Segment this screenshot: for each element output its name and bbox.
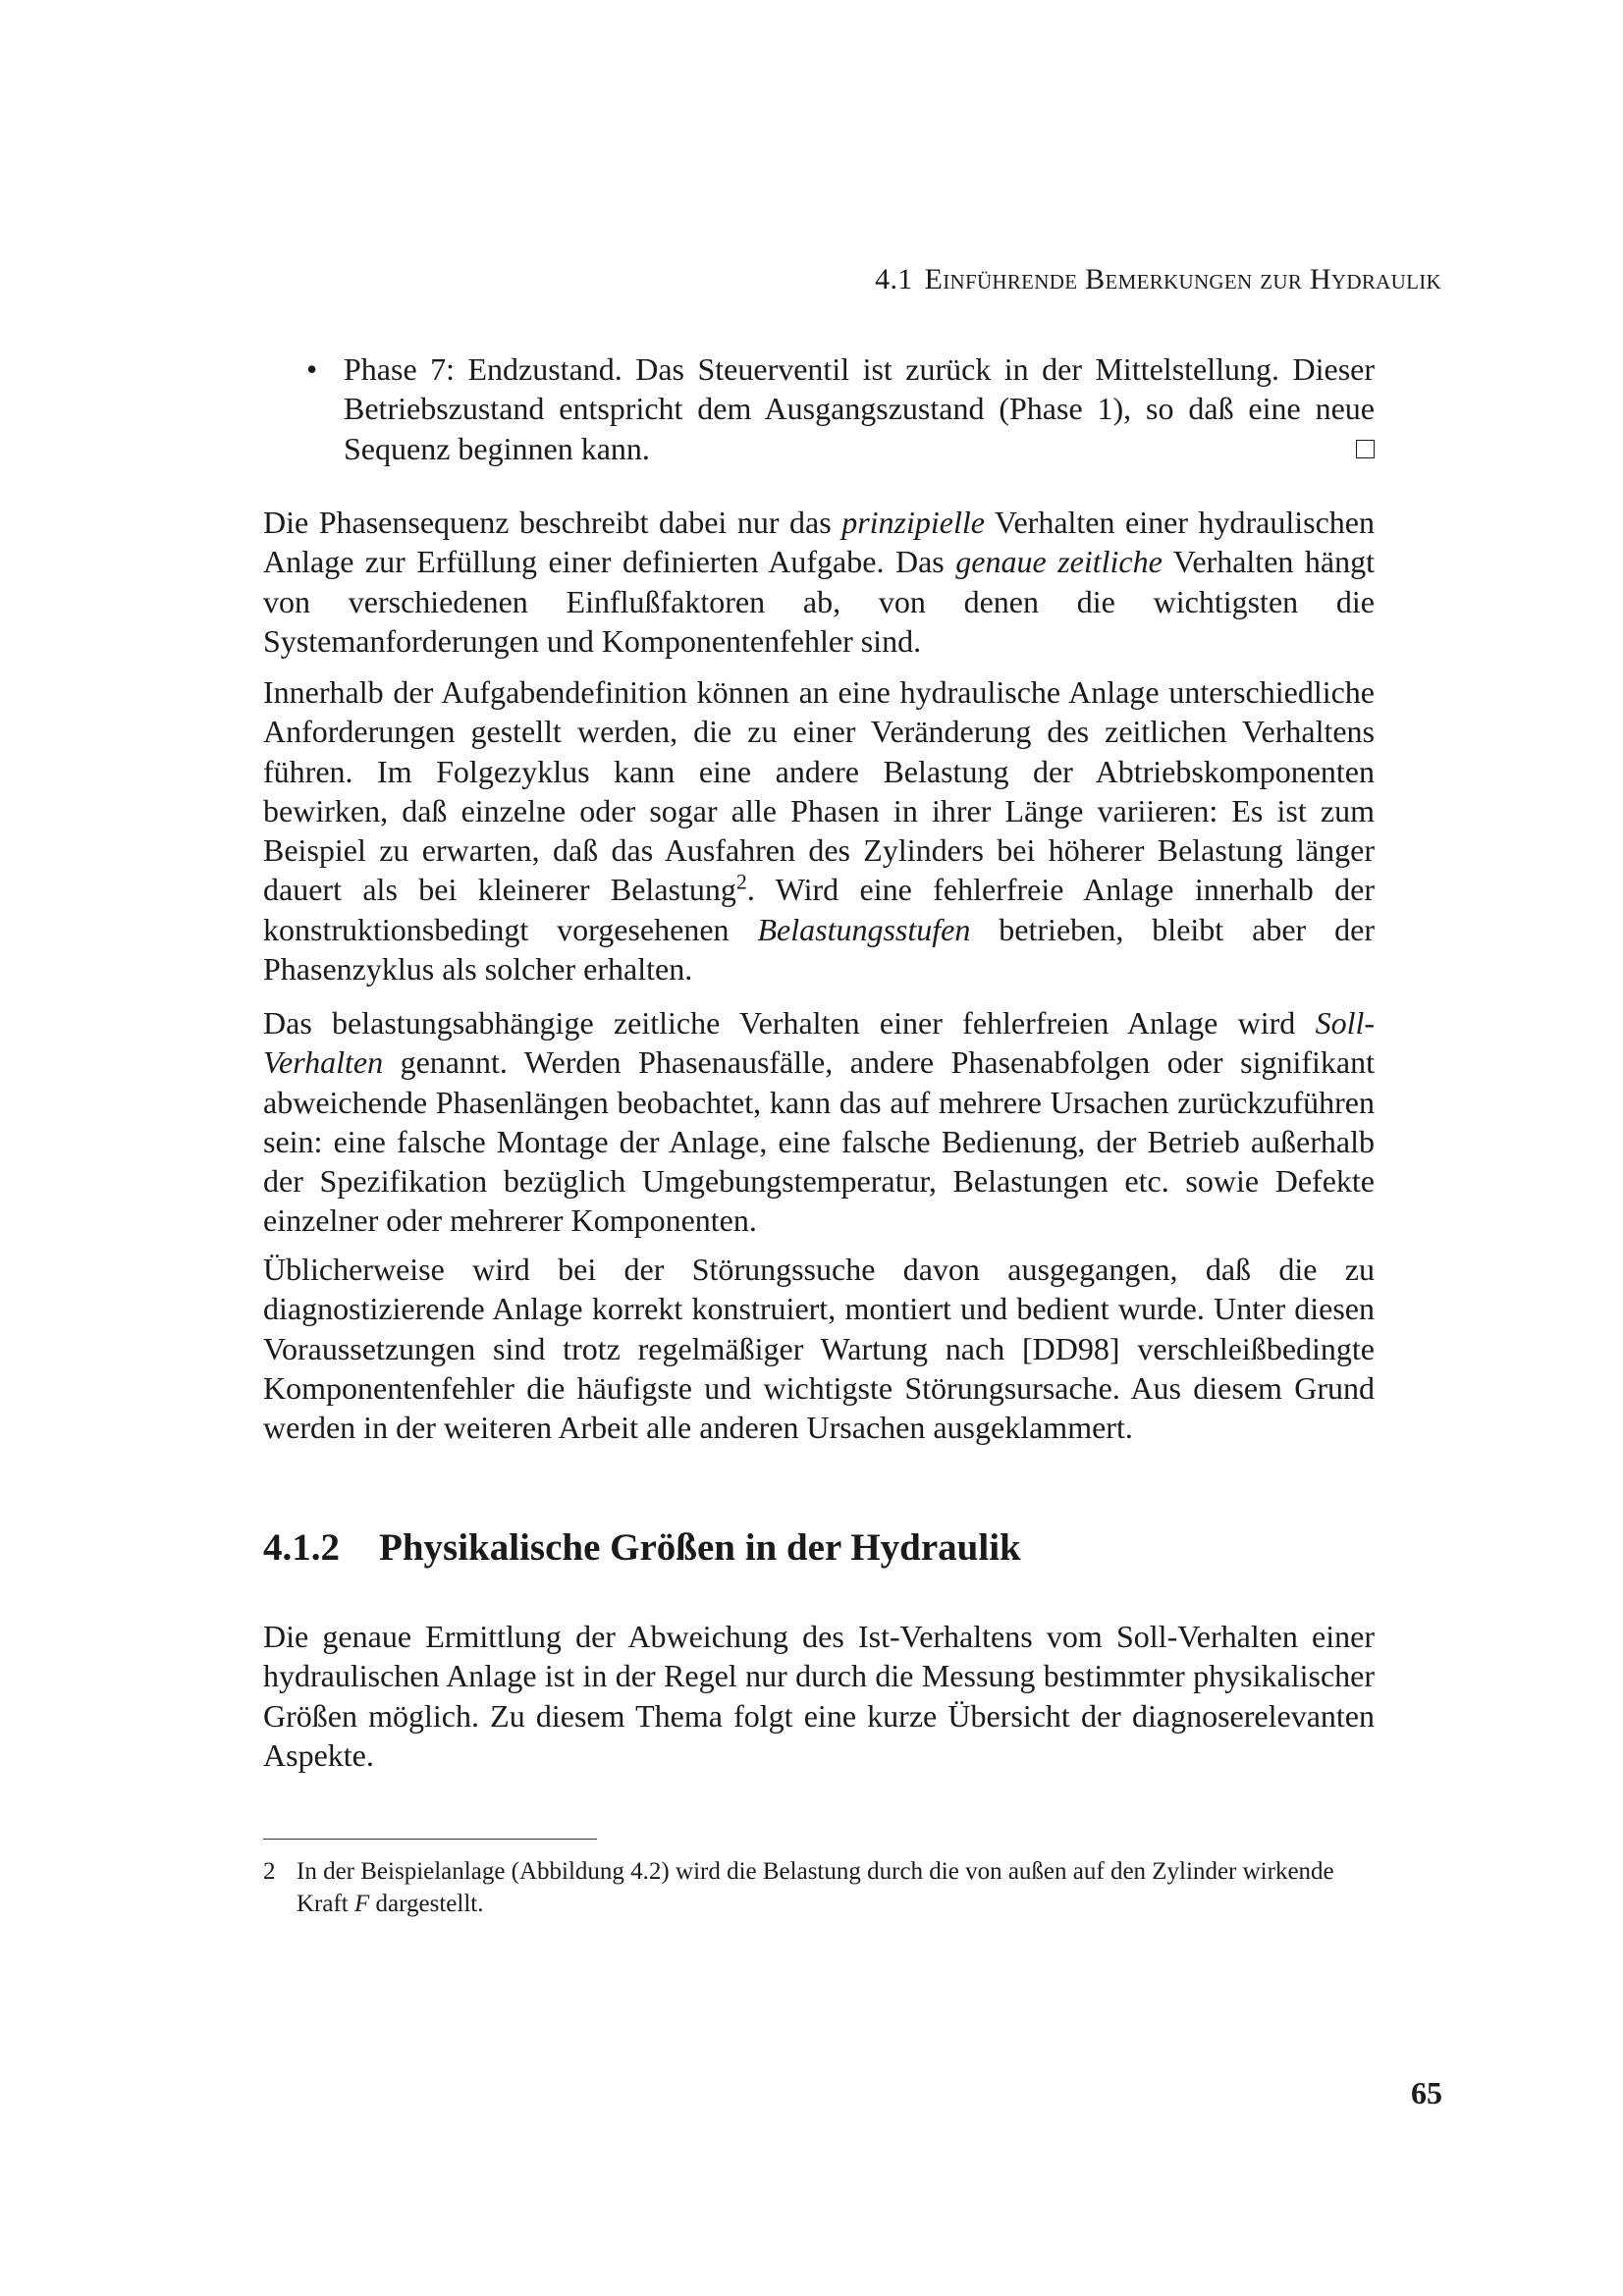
paragraph-4 — [263, 1250, 1375, 1447]
bullet-icon: • — [306, 351, 318, 387]
header-section-title: Einführende Bemerkungen zur Hydraulik — [924, 263, 1441, 295]
footnote-number: 2 — [263, 1858, 276, 1885]
paragraph-2-emphasis-belastungsstufen: Belastungsstufen — [757, 911, 971, 947]
section-number: 4.1.2 — [263, 1526, 340, 1569]
paragraph-5 — [263, 1617, 1375, 1775]
bullet-item — [344, 349, 1375, 468]
paragraph-1-emphasis-prinzipielle: prinzipielle — [841, 505, 985, 540]
header-section-number: 4.1 — [875, 263, 913, 295]
paragraph-2-text-d: betrieben, bleibt aber der Phasenzyklus als solcher erhalten. — [263, 911, 1375, 988]
footnote-emphasis-f: F — [354, 1891, 370, 1917]
bullet-list — [306, 349, 1375, 468]
section-heading — [263, 1525, 1021, 1570]
page-number: 65 — [1411, 2075, 1442, 2110]
footnote — [263, 1855, 1375, 1920]
footnote-reference[interactable]: 2 — [735, 869, 747, 894]
footnote-text-a: In der Beispielanlage (Abbildung 4.2) wird die Belastung durch die von außen auf den Zylinder wirkende Kraft — [297, 1858, 1334, 1917]
footnote-divider — [263, 1839, 597, 1840]
paragraph-1-text-a: Die Phasensequenz beschreibt dabei nur das — [263, 505, 842, 540]
footnote-text-c: dargestellt. — [369, 1891, 484, 1917]
paragraph-3-text-a: Das belastungsabhängige zeitliche Verhalten einer fehlerfreien Anlage wird — [263, 1005, 1316, 1041]
paragraph-2 — [263, 672, 1375, 988]
paragraph-1-text-e: Verhalten hängt von verschiedenen Einflußfaktoren ab, von denen die wichtigsten die Systemanforderungen und Komponentenfehler sind. — [263, 544, 1376, 659]
paragraph-1 — [263, 503, 1375, 661]
running-header — [263, 263, 1441, 296]
section-title: Physikalische Größen in der Hydraulik — [379, 1526, 1021, 1569]
footnote-text — [297, 1855, 1375, 1920]
paragraph-3 — [263, 1003, 1375, 1241]
paragraph-3-text-c: genannt. Werden Phasenausfälle, andere Phasenabfolgen oder signifikant abweichende Phasenlängen beobachtet, kann das auf mehrere Ursachen zurückzuführen sein: eine falsche Montage der Anlage, eine falsche Bedienung, der Betrieb außerhalb der Spezifikation bezüglich Umgebungstemperatur, Belastungen etc. sowie Defekte einzelner oder mehrerer Komponenten. — [263, 1044, 1375, 1239]
paragraph-2-text-a: Innerhalb der Aufgabendefinition können an eine hydraulische Anlage unterschiedliche Anforderungen gestellt werden, die zu einer Veränderung des zeitlichen Verhaltens führen. Im Folgezyklus kann eine andere Belastung der Abtriebskomponenten bewirken, daß einzelne oder sogar alle Phasen in ihrer Länge variieren: Es ist zum Beispiel zu erwarten, daß das Ausfahren des Zylinders bei höherer Belastung länger dauert als bei kleinerer Belastung — [263, 674, 1375, 908]
paragraph-1-text-c: Verhalten einer hydraulischen Anlage zur Erfüllung einer definierten Aufgabe. Das — [263, 505, 1376, 580]
paragraph-4-text: Üblicherweise wird bei der Störungssuche davon ausgegangen, daß die zu diagnostizierende Anlage korrekt konstruiert, montiert und bedient wurde. Unter diesen Voraussetzungen sind trotz regelmäßiger Wartung nach [DD98] verschleißbedingte Komponentenfehler die häufigste und wichtigste Störungsursache. Aus diesem Grund werden in der weiteren Arbeit alle anderen Ursachen ausgeklammert. — [263, 1252, 1375, 1446]
bullet-item-text: Phase 7: Endzustand. Das Steuerventil ist zurück in der Mittelstellung. Dieser Betriebszustand entspricht dem Ausgangszustand (Phase 1), so daß eine neue Sequenz beginnen kann. — [344, 351, 1375, 466]
qed-square-icon — [1356, 440, 1375, 458]
paragraph-3-emphasis-soll-verhalten: Soll-Verhalten — [263, 1005, 1375, 1081]
paragraph-1-emphasis-genaue-zeitliche: genaue zeitliche — [955, 544, 1163, 580]
paragraph-5-text: Die genaue Ermittlung der Abweichung des Ist-Verhaltens vom Soll-Verhalten einer hydraulischen Anlage ist in der Regel nur durch die Messung bestimmter physikalischer Größen möglich. Zu diesem Thema folgt eine kurze Übersicht der diagnoserelevanten Aspekte. — [263, 1619, 1375, 1773]
paragraph-2-text-b: . Wird eine fehlerfreie Anlage innerhalb der konstruktionsbedingt vorgesehenen — [263, 872, 1376, 947]
